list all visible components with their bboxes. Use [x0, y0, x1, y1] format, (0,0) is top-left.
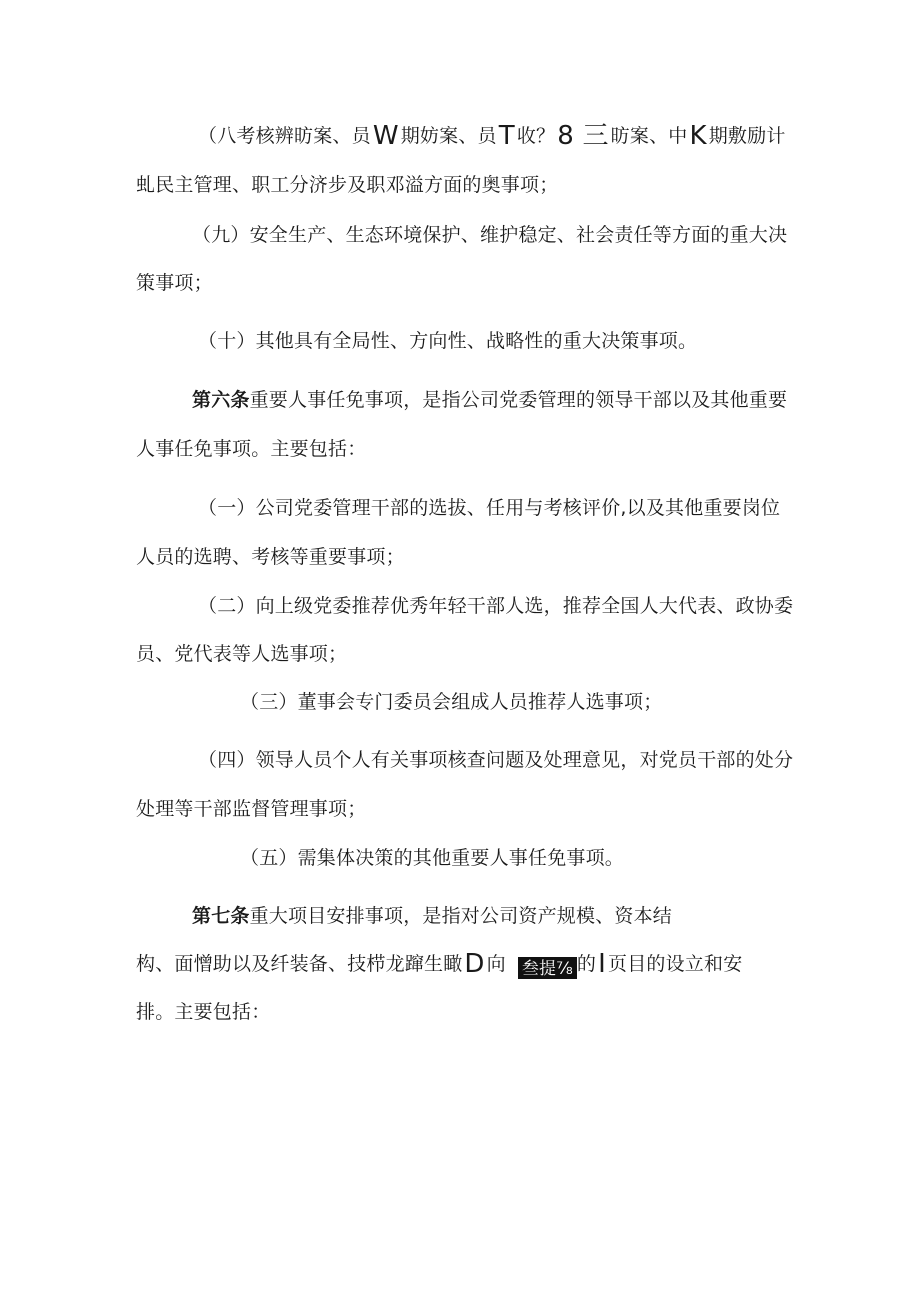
article-6-line-2: 人事任免事项。主要包括：: [136, 438, 367, 460]
sub-item-3: （三）董事会专门委员会组成人员推荐人选事项；: [240, 691, 663, 713]
article-7-text: 重大项目安排事项，是指对公司资产规模、资本结: [249, 905, 673, 927]
item-8-text-d: 昉案、中: [610, 125, 688, 147]
article-7-heading: 第七条: [192, 905, 250, 927]
article-7-text-d: 页目的设立和安: [608, 953, 743, 975]
article-7-glyph-i: I: [598, 949, 606, 979]
item-10: （十）其他具有全局性、方向性、战略性的重大决策事项。: [198, 330, 698, 352]
article-7-text-b: 向: [486, 953, 506, 975]
item-8-glyph-8: 8 三: [557, 121, 609, 151]
article-7-text-a: 构、面憎助以及纤装备、技栉龙蹿生瞰: [136, 953, 463, 975]
item-8-glyph-t: T: [498, 121, 515, 151]
item-8-line-1: [198, 123, 786, 149]
article-7-glyph-d: D: [464, 949, 485, 979]
item-8-text-e: 期敷励计: [708, 125, 786, 147]
article-6-text: 重要人事任免事项，是指公司党委管理的领导干部以及其他重要: [249, 389, 788, 411]
item-8-text-a: （八考核辨昉案、员: [198, 125, 371, 147]
item-9-line-2: 策事项；: [136, 272, 213, 294]
item-8-glyph-k: K: [689, 121, 707, 151]
item-9-line-1: （九）安全生产、生态环境保护、维护稳定、社会责任等方面的重大决: [192, 224, 788, 246]
sub-item-4-line-1: （四）领导人员个人有关事项核查问题及处理意见，对党员干部的处分: [198, 749, 794, 771]
article-7-line-3: 排。主要包括：: [136, 1001, 271, 1023]
sub-item-4-line-2: 处理等干部监督管理事项；: [136, 798, 367, 820]
sub-item-1-line-2: 人员的选聘、考核等重要事项；: [136, 546, 405, 568]
sub-item-2-line-1: （二）向上级党委推荐优秀年轻干部人选，推荐全国人大代表、政协委: [198, 595, 794, 617]
item-8-text-c: 收？: [516, 125, 556, 147]
item-8-line-2: 虬民主管理、职工分济步及职邓溢方面的奥事项；: [136, 174, 559, 196]
sub-item-5: （五）需集体决策的其他重要人事任免事项。: [240, 847, 625, 869]
article-7-text-c: 的: [576, 953, 597, 975]
article-6-line-1: [192, 387, 787, 413]
article-6-heading: 第六条: [192, 389, 250, 411]
article-7-line-2: [136, 951, 742, 979]
item-8-glyph-w: W: [372, 121, 399, 151]
item-8-text-b: 期妨案、员: [400, 125, 497, 147]
redaction-stamp: 叁提⅞: [518, 957, 577, 979]
sub-item-2-line-2: 员、党代表等人选事项；: [136, 643, 348, 665]
sub-item-1-line-1: （一）公司党委管理干部的选拔、任用与考核评价,以及其他重要岗位: [198, 497, 781, 519]
article-7-line-1: [192, 903, 672, 929]
